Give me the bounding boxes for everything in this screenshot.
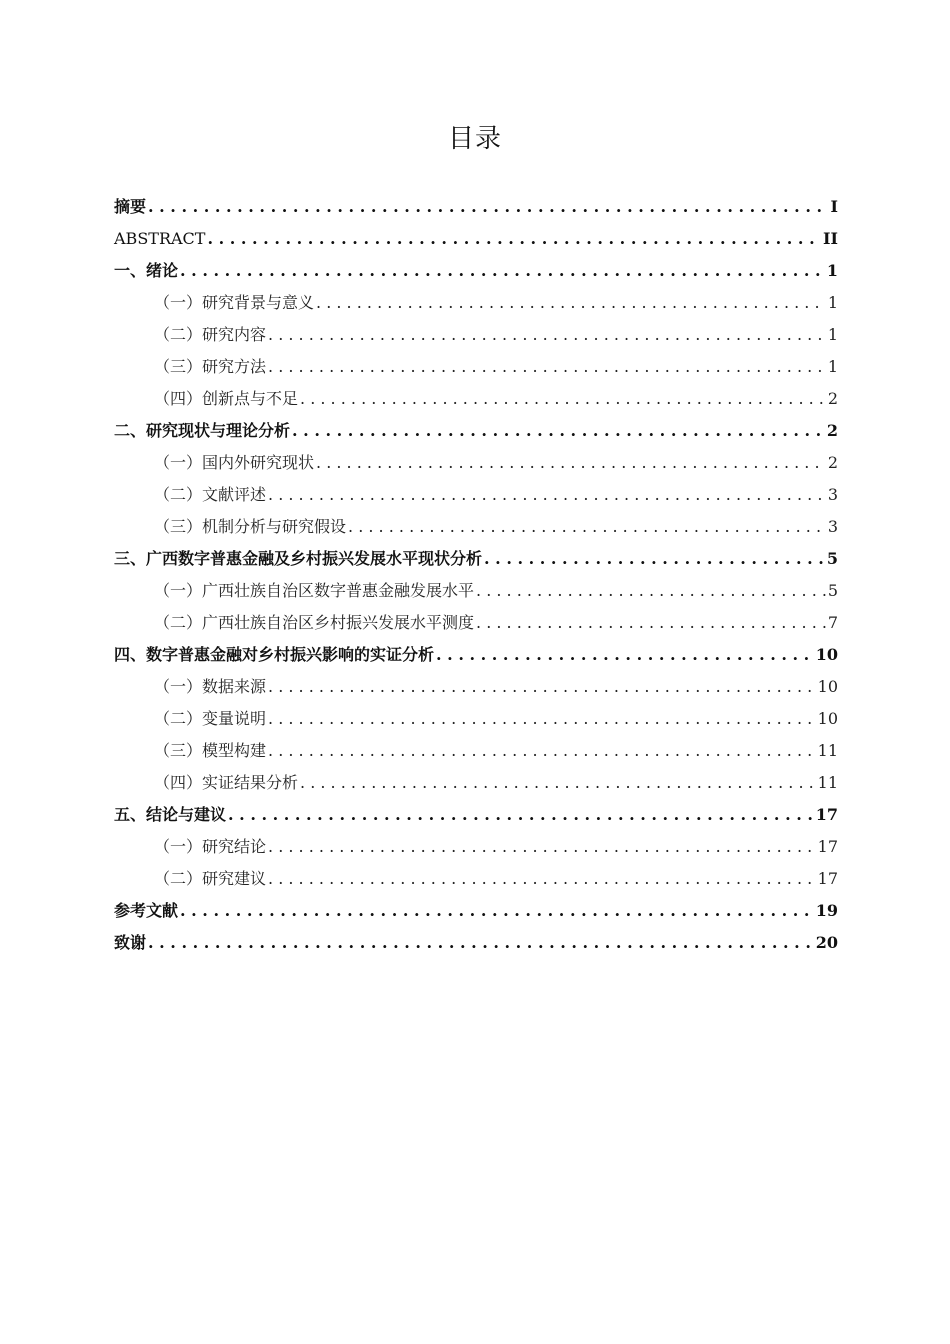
toc-page-number: 1 <box>827 357 838 376</box>
toc-section[interactable] <box>114 735 838 767</box>
toc-entry-label: 研究方法 <box>202 357 267 376</box>
toc-entry-label: 广西壮族自治区乡村振兴发展水平测度 <box>202 613 475 632</box>
toc-section[interactable] <box>114 671 838 703</box>
toc-entry-label: 研究现状与理论分析 <box>146 421 291 440</box>
leader-dots <box>268 735 816 767</box>
toc-entry-label: 结论与建议 <box>146 805 227 824</box>
toc-entry-number: （一） <box>154 453 203 472</box>
leader-dots <box>268 319 826 351</box>
toc-page-number: 1 <box>827 325 838 344</box>
toc-entry-label: 参考文献 <box>114 901 179 920</box>
toc-entry-number: 四、 <box>114 645 147 664</box>
toc-page-number: 3 <box>827 517 838 536</box>
toc-entry-number: （二） <box>154 869 203 888</box>
leader-dots <box>180 895 814 927</box>
toc-page-number: 2 <box>827 453 838 472</box>
toc-page-number: 3 <box>827 485 838 504</box>
toc-entry-number: 五、 <box>114 805 147 824</box>
leader-dots <box>148 191 828 223</box>
toc-entry-label: 实证结果分析 <box>202 773 299 792</box>
toc-section[interactable] <box>114 447 838 479</box>
toc-page-number: 17 <box>815 805 838 824</box>
toc-entry-label: 绪论 <box>146 261 179 280</box>
leader-dots <box>268 831 816 863</box>
toc-section[interactable] <box>114 703 838 735</box>
toc-page-number: 7 <box>827 613 838 632</box>
toc-chapter-4[interactable] <box>114 639 838 671</box>
toc-page-number: 17 <box>817 837 838 856</box>
toc-page-number: 20 <box>815 933 838 952</box>
toc-page-number: II <box>823 229 838 248</box>
toc-page-number: 5 <box>826 549 838 568</box>
toc-entry-label: 模型构建 <box>202 741 267 760</box>
toc-page-number: 1 <box>827 293 838 312</box>
toc-section[interactable] <box>114 863 838 895</box>
toc-page-number: 1 <box>826 261 838 280</box>
toc-chapter-1[interactable] <box>114 255 838 287</box>
toc-entry-label: 研究建议 <box>202 869 267 888</box>
leader-dots <box>268 703 816 735</box>
toc-entry-number: （一） <box>154 677 203 696</box>
toc-entry-label: 文献评述 <box>202 485 267 504</box>
toc-page-number: 2 <box>827 389 838 408</box>
toc-section[interactable] <box>114 479 838 511</box>
table-of-contents <box>114 191 838 959</box>
toc-section[interactable] <box>114 831 838 863</box>
toc-entry-number: 三、 <box>114 549 147 568</box>
toc-entry-number: （四） <box>154 389 203 408</box>
leader-dots <box>180 255 825 287</box>
toc-entry-label: 研究结论 <box>202 837 267 856</box>
toc-entry-label: 数字普惠金融对乡村振兴影响的实证分析 <box>146 645 435 664</box>
toc-section[interactable] <box>114 511 838 543</box>
toc-entry-label: 数据来源 <box>202 677 267 696</box>
toc-page-number: 2 <box>826 421 838 440</box>
toc-entry-label: 广西数字普惠金融及乡村振兴发展水平现状分析 <box>146 549 483 568</box>
toc-entry-number: （二） <box>154 485 203 504</box>
toc-entry-number: （一） <box>154 837 203 856</box>
toc-chapter-3[interactable] <box>114 543 838 575</box>
toc-page-number: 5 <box>827 581 838 600</box>
toc-entry-label: ABSTRACT <box>114 229 206 248</box>
leader-dots <box>300 383 826 415</box>
toc-entry-abstract-en[interactable] <box>114 223 838 255</box>
toc-entry-number: （四） <box>154 773 203 792</box>
leader-dots <box>228 799 814 831</box>
toc-section[interactable] <box>114 319 838 351</box>
toc-page-number: 10 <box>817 709 838 728</box>
toc-page-number: 11 <box>817 741 838 760</box>
toc-entry-label: 创新点与不足 <box>202 389 299 408</box>
leader-dots <box>268 351 826 383</box>
toc-section[interactable] <box>114 767 838 799</box>
toc-entry-number: （二） <box>154 325 203 344</box>
leader-dots <box>268 863 816 895</box>
leader-dots <box>476 607 826 639</box>
toc-entry-label: 变量说明 <box>202 709 267 728</box>
toc-entry-label: 研究背景与意义 <box>202 293 315 312</box>
toc-entry-number: （二） <box>154 709 203 728</box>
toc-entry-label: 机制分析与研究假设 <box>202 517 347 536</box>
leader-dots <box>348 511 826 543</box>
toc-entry-number: （二） <box>154 613 203 632</box>
leader-dots <box>316 447 826 479</box>
page-title: 目录 <box>447 124 502 154</box>
leader-dots <box>292 415 825 447</box>
toc-entry-acknowledgements[interactable] <box>114 927 838 959</box>
leader-dots <box>436 639 814 671</box>
toc-entry-number: 二、 <box>114 421 147 440</box>
toc-page-number: 10 <box>817 677 838 696</box>
toc-chapter-5[interactable] <box>114 799 838 831</box>
toc-entry-number: （三） <box>154 517 203 536</box>
toc-section[interactable] <box>114 351 838 383</box>
leader-dots <box>316 287 826 319</box>
toc-entry-label: 国内外研究现状 <box>202 453 315 472</box>
toc-page-number: I <box>830 197 838 216</box>
toc-entry-label: 摘要 <box>114 197 147 216</box>
toc-entry-references[interactable] <box>114 895 838 927</box>
toc-entry-label: 广西壮族自治区数字普惠金融发展水平 <box>202 581 475 600</box>
toc-page-number: 17 <box>817 869 838 888</box>
leader-dots <box>484 543 825 575</box>
toc-section[interactable] <box>114 607 838 639</box>
toc-entry-abstract-cn[interactable] <box>114 191 838 223</box>
toc-page-number: 10 <box>815 645 838 664</box>
leader-dots <box>268 671 816 703</box>
leader-dots <box>268 479 826 511</box>
leader-dots <box>148 927 814 959</box>
toc-entry-number: （一） <box>154 581 203 600</box>
toc-entry-number: （三） <box>154 357 203 376</box>
toc-entry-label: 研究内容 <box>202 325 267 344</box>
leader-dots <box>476 575 826 607</box>
toc-entry-number: （三） <box>154 741 203 760</box>
toc-section[interactable] <box>114 575 838 607</box>
leader-dots <box>300 767 816 799</box>
toc-page-number: 19 <box>815 901 838 920</box>
toc-section[interactable] <box>114 287 838 319</box>
toc-page-number: 11 <box>817 773 838 792</box>
toc-entry-number: （一） <box>154 293 203 312</box>
toc-chapter-2[interactable] <box>114 415 838 447</box>
leader-dots <box>207 223 821 255</box>
toc-entry-number: 一、 <box>114 261 147 280</box>
toc-section[interactable] <box>114 383 838 415</box>
toc-entry-label: 致谢 <box>114 933 147 952</box>
